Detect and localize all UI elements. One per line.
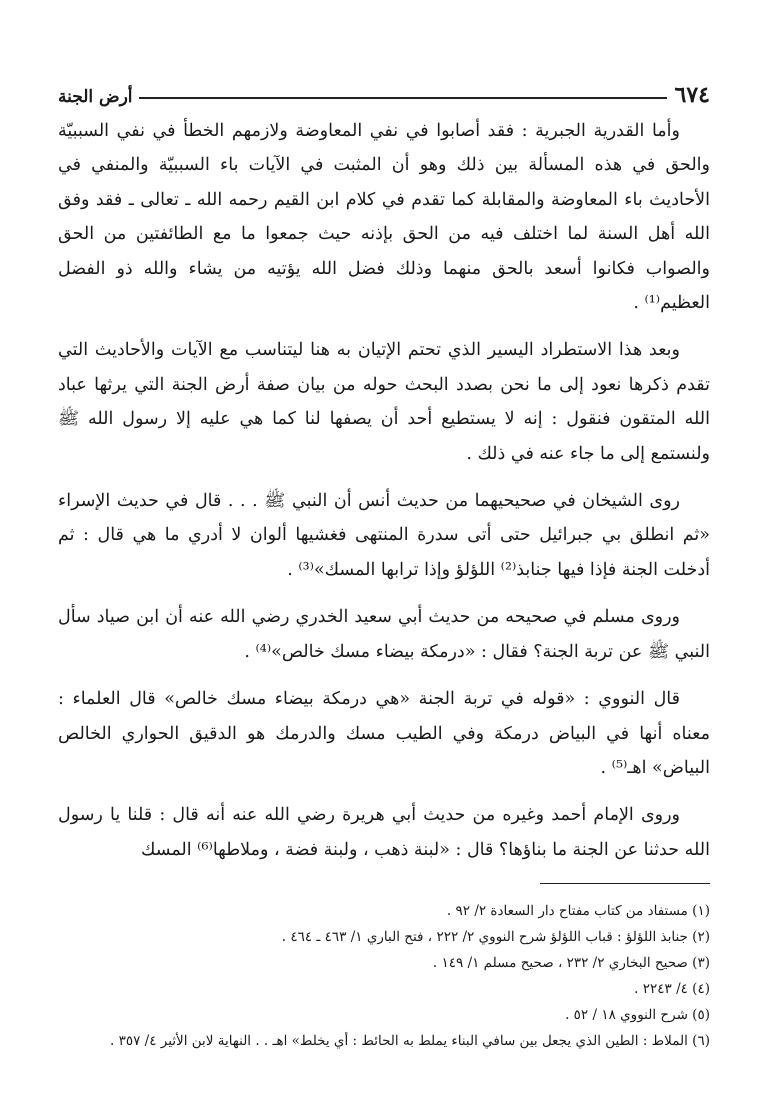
paragraph: قال النووي : «قوله في تربة الجنة «هي درمكة بيضاء مسك خالص» قال العلماء : معناه أنها في البياض درمكة وفي الطيب مسك والدرمك هو الدقيق الحواري الخالص البياض» اهـ⁽⁵⁾ . — [58, 689, 710, 778]
paragraph: وروى الإمام أحمد وغيره من حديث أبي هريرة رضي الله عنه أنه قال : قلنا يا رسول الله حدثنا عن الجنة ما بناؤها؟ قال : «لبنة ذهب ، ولبنة فضة ، وملاطها⁽⁶⁾ المسك — [58, 805, 710, 860]
header-rule — [139, 97, 667, 99]
paragraph: وأما القدرية الجبرية : فقد أصابوا في نفي المعاوضة ولازمهم الخطأ في نفي السببيّة والحق في هذه المسألة بين ذلك وهو أن المثبت في الآيات باء السببيّة والمنفي في الأحاديث باء المعاوضة والمقابلة كما تقدم في كلام ابن القيم رحمه الله ـ تعالى ـ فقد وفق الله أهل السنة لما اختلف فيه من الحق بإذنه حيث جمعوا ما مع الطائفتين من الحق والصواب فكانوا أسعد بالحق منهما وذلك فضل الله يؤتيه من يشاء والله ذو الفضل العظيم⁽¹⁾ . — [58, 121, 710, 314]
footnote: (٥) شرح النووي ١٨ / ٥٢ . — [565, 1007, 710, 1024]
paragraph: روى الشيخان في صحيحيهما من حديث أنس أن النبي ﷺ . . . قال في حديث الإسراء «ثم انطلق بي جبرائيل حتى أتى سدرة المنتهى فغشيها ألوان لا أدري ما هي قال : ثم أدخلت الجنة فإذا فيها جنابذ⁽²⁾ اللؤلؤ وإذا ترابها المسك»⁽³⁾ . — [58, 491, 710, 580]
footnotes — [58, 898, 710, 1054]
footnote: (١) مستفاد من كتاب مفتاح دار السعادة ٢/ ٩٢ . — [446, 903, 710, 920]
footnote-separator — [540, 883, 710, 884]
paragraph: وروى مسلم في صحيحه من حديث أبي سعيد الخدري رضي الله عنه أن ابن صياد سأل النبي ﷺ عن تربة الجنة؟ فقال : «درمكة بيضاء مسك خالص»⁽⁴⁾ . — [58, 607, 710, 662]
footnote: (٣) صحيح البخاري ٢/ ٢٣٢ ، صحيح مسلم ١/ ١٤٩ . — [432, 955, 710, 972]
footnote: (٤) ٤/ ٢٢٤٣ . — [634, 981, 710, 998]
book-page — [58, 76, 710, 1054]
footnote: (٦) الملاط : الطين الذي يجعل بين سافي البناء يملط به الحائط : أي يخلط» اهـ . . النهاية لابن الأثير ٤/ ٣٥٧ . — [109, 1033, 710, 1050]
page-number: ٦٧٤ — [674, 82, 710, 108]
page-header — [58, 76, 710, 106]
paragraph: وبعد هذا الاستطراد اليسير الذي تحتم الإتيان به هنا ليتناسب مع الآيات والأحاديث التي تقدم ذكرها نعود إلى ما نحن بصدد البحث حوله من بيان صفة أرض الجنة التي يرثها عباد الله المتقون فنقول : إنه لا يستطيع أحد أن يصفها لنا كما هي عليه إلا رسول الله ﷺ ولنستمع إلى ما جاء عنه في ذلك . — [58, 340, 710, 464]
main-text — [58, 114, 710, 867]
footnote: (٢) جنابذ اللؤلؤ : قباب اللؤلؤ شرح النووي ٢/ ٢٢٢ ، فتح الباري ١/ ٤٦٣ ـ ٤٦٤ . — [281, 929, 710, 946]
running-title: أرض الجنة — [58, 87, 133, 107]
